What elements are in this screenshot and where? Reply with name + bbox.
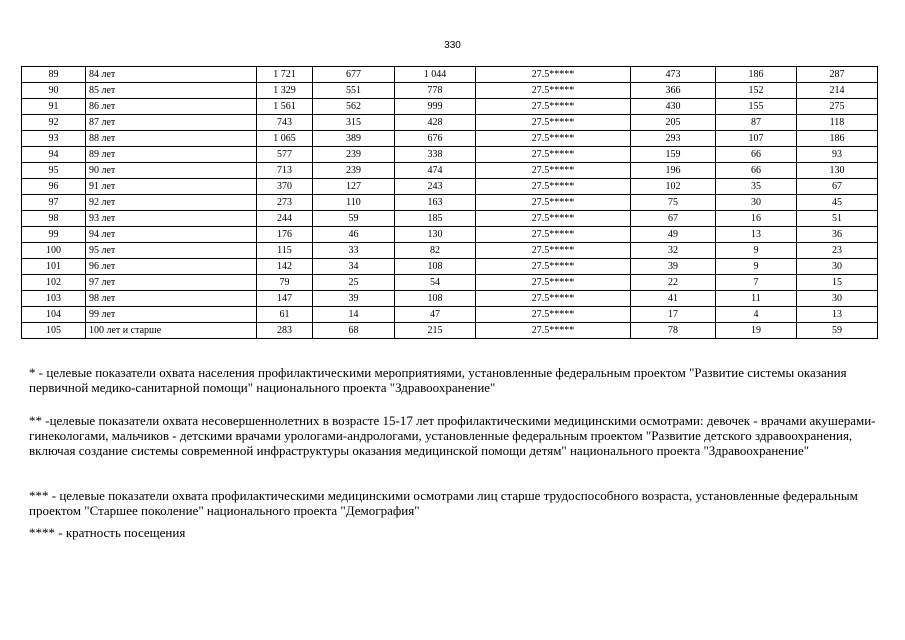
table-cell: 215 [395, 323, 476, 339]
table-cell: 93 [22, 131, 86, 147]
table-cell: 118 [797, 115, 878, 131]
table-cell: 23 [797, 243, 878, 259]
table-cell: 473 [631, 67, 716, 83]
table-cell: 185 [395, 211, 476, 227]
footnote-3-text: *** - целевые показатели охвата профилактическими медицинскими осмотрами лиц старше трудоспособного возраста, установленные федеральным проектом "Старшее поколение" национального проекта "Демография" [29, 488, 858, 518]
footnote-3 [29, 488, 877, 518]
table-cell: 46 [313, 227, 395, 243]
table-body [22, 67, 878, 339]
table-cell: 186 [716, 67, 797, 83]
table-cell: 93 [797, 147, 878, 163]
table-cell: 1 561 [257, 99, 313, 115]
table-cell: 79 [257, 275, 313, 291]
table-cell: 33 [313, 243, 395, 259]
table-cell: 27.5***** [476, 131, 631, 147]
table-cell: 107 [716, 131, 797, 147]
table-cell: 1 044 [395, 67, 476, 83]
table-cell: 36 [797, 227, 878, 243]
table-cell: 78 [631, 323, 716, 339]
table-cell: 283 [257, 323, 313, 339]
table-cell: 45 [797, 195, 878, 211]
table-cell: 428 [395, 115, 476, 131]
table-cell: 16 [716, 211, 797, 227]
table-cell: 17 [631, 307, 716, 323]
table-cell: 778 [395, 83, 476, 99]
table-cell: 101 [22, 259, 86, 275]
table-cell: 92 лет [86, 195, 257, 211]
table-cell: 287 [797, 67, 878, 83]
table-cell: 4 [716, 307, 797, 323]
table-cell: 130 [395, 227, 476, 243]
table-cell: 89 [22, 67, 86, 83]
table-cell: 239 [313, 163, 395, 179]
table-cell: 89 лет [86, 147, 257, 163]
table-cell: 67 [631, 211, 716, 227]
table-cell: 100 лет и старше [86, 323, 257, 339]
table-cell: 430 [631, 99, 716, 115]
table-cell: 108 [395, 291, 476, 307]
table-cell: 205 [631, 115, 716, 131]
table-cell: 30 [797, 291, 878, 307]
table-cell: 96 [22, 179, 86, 195]
table-cell: 239 [313, 147, 395, 163]
table-cell: 30 [716, 195, 797, 211]
table-cell: 676 [395, 131, 476, 147]
table-row [22, 275, 878, 291]
table-cell: 67 [797, 179, 878, 195]
footnote-1 [29, 365, 877, 395]
table-cell: 86 лет [86, 99, 257, 115]
table-cell: 27.5***** [476, 115, 631, 131]
table-cell: 999 [395, 99, 476, 115]
table-cell: 93 лет [86, 211, 257, 227]
table-cell: 54 [395, 275, 476, 291]
table-cell: 102 [631, 179, 716, 195]
table-row [22, 211, 878, 227]
table-cell: 19 [716, 323, 797, 339]
table-cell: 95 лет [86, 243, 257, 259]
table-cell: 98 лет [86, 291, 257, 307]
table-cell: 13 [797, 307, 878, 323]
table-cell: 49 [631, 227, 716, 243]
table-cell: 152 [716, 83, 797, 99]
table-cell: 27.5***** [476, 83, 631, 99]
table-cell: 59 [313, 211, 395, 227]
table-cell: 243 [395, 179, 476, 195]
table-cell: 94 лет [86, 227, 257, 243]
table-cell: 110 [313, 195, 395, 211]
table-cell: 155 [716, 99, 797, 115]
table-cell: 474 [395, 163, 476, 179]
table-cell: 32 [631, 243, 716, 259]
table-cell: 176 [257, 227, 313, 243]
table-cell: 244 [257, 211, 313, 227]
table-cell: 366 [631, 83, 716, 99]
table-cell: 14 [313, 307, 395, 323]
table-cell: 61 [257, 307, 313, 323]
table-row [22, 83, 878, 99]
table-cell: 68 [313, 323, 395, 339]
table-cell: 27.5***** [476, 99, 631, 115]
footnote-4-text: **** - кратность посещения [29, 525, 186, 540]
table-cell: 84 лет [86, 67, 257, 83]
table-cell: 142 [257, 259, 313, 275]
table-cell: 11 [716, 291, 797, 307]
table-row [22, 99, 878, 115]
table-cell: 7 [716, 275, 797, 291]
table-cell: 163 [395, 195, 476, 211]
table-cell: 108 [395, 259, 476, 275]
table-cell: 159 [631, 147, 716, 163]
table-cell: 41 [631, 291, 716, 307]
footnote-4 [29, 525, 877, 540]
table-cell: 104 [22, 307, 86, 323]
table-cell: 66 [716, 163, 797, 179]
table-cell: 95 [22, 163, 86, 179]
table-cell: 35 [716, 179, 797, 195]
table-cell: 66 [716, 147, 797, 163]
table-cell: 27.5***** [476, 163, 631, 179]
footnote-2-text: ** -целевые показатели охвата несовершеннолетних в возрасте 15-17 лет профилактическими медицинскими осмотрами: девочек - врачами акушерами-гинекологами, мальчиков - детскими врачами урологами-андрологами, установленные федеральным проектом "Развитие детского здравоохранения, включая создание системы современной инфраструктуры оказания медицинской помощи детям" национального проекта "Здравоохранение" [29, 413, 876, 458]
table-cell: 130 [797, 163, 878, 179]
footnote-2 [29, 413, 877, 458]
table-cell: 94 [22, 147, 86, 163]
table-row [22, 323, 878, 339]
table-cell: 315 [313, 115, 395, 131]
table-row [22, 179, 878, 195]
table-row [22, 67, 878, 83]
table-cell: 551 [313, 83, 395, 99]
table-cell: 27.5***** [476, 179, 631, 195]
table-row [22, 227, 878, 243]
table-cell: 51 [797, 211, 878, 227]
table-cell: 713 [257, 163, 313, 179]
table-cell: 98 [22, 211, 86, 227]
table-row [22, 307, 878, 323]
page-number: 330 [444, 40, 461, 51]
table-cell: 99 [22, 227, 86, 243]
table-cell: 147 [257, 291, 313, 307]
table-row [22, 163, 878, 179]
table-cell: 9 [716, 243, 797, 259]
table-cell: 91 лет [86, 179, 257, 195]
table-row [22, 243, 878, 259]
table-cell: 275 [797, 99, 878, 115]
table-cell: 87 [716, 115, 797, 131]
table-cell: 9 [716, 259, 797, 275]
table-cell: 15 [797, 275, 878, 291]
table-cell: 39 [313, 291, 395, 307]
table-cell: 30 [797, 259, 878, 275]
table-cell: 196 [631, 163, 716, 179]
table-cell: 562 [313, 99, 395, 115]
table-cell: 27.5***** [476, 275, 631, 291]
table-cell: 75 [631, 195, 716, 211]
table-cell: 100 [22, 243, 86, 259]
table-cell: 99 лет [86, 307, 257, 323]
table-cell: 34 [313, 259, 395, 275]
table-cell: 27.5***** [476, 67, 631, 83]
data-table [21, 66, 878, 339]
table-cell: 27.5***** [476, 323, 631, 339]
table-cell: 743 [257, 115, 313, 131]
table-row [22, 147, 878, 163]
table-cell: 97 лет [86, 275, 257, 291]
table-cell: 25 [313, 275, 395, 291]
table-cell: 92 [22, 115, 86, 131]
table-cell: 115 [257, 243, 313, 259]
footnote-1-text: * - целевые показатели охвата населения профилактическими мероприятиями, установленные федеральным проектом "Развитие системы оказания первичной медико-санитарной помощи" национального проекта "Здравоохранение" [29, 365, 847, 395]
table-cell: 27.5***** [476, 211, 631, 227]
table-cell: 127 [313, 179, 395, 195]
table-cell: 82 [395, 243, 476, 259]
table-row [22, 291, 878, 307]
table-cell: 27.5***** [476, 147, 631, 163]
table-cell: 1 721 [257, 67, 313, 83]
table-row [22, 259, 878, 275]
table-row [22, 195, 878, 211]
table-cell: 27.5***** [476, 195, 631, 211]
table-cell: 85 лет [86, 83, 257, 99]
table-cell: 677 [313, 67, 395, 83]
table-cell: 91 [22, 99, 86, 115]
table-cell: 59 [797, 323, 878, 339]
table-cell: 577 [257, 147, 313, 163]
table-cell: 103 [22, 291, 86, 307]
table-cell: 370 [257, 179, 313, 195]
table-cell: 27.5***** [476, 291, 631, 307]
table-cell: 47 [395, 307, 476, 323]
table-cell: 338 [395, 147, 476, 163]
table-cell: 22 [631, 275, 716, 291]
table-cell: 27.5***** [476, 307, 631, 323]
table-cell: 1 329 [257, 83, 313, 99]
table-cell: 27.5***** [476, 243, 631, 259]
table-cell: 389 [313, 131, 395, 147]
table-row [22, 115, 878, 131]
table-cell: 88 лет [86, 131, 257, 147]
table-cell: 105 [22, 323, 86, 339]
table-cell: 273 [257, 195, 313, 211]
table-cell: 96 лет [86, 259, 257, 275]
table-cell: 97 [22, 195, 86, 211]
table-cell: 214 [797, 83, 878, 99]
table-cell: 13 [716, 227, 797, 243]
table-cell: 1 065 [257, 131, 313, 147]
table-row [22, 131, 878, 147]
table-cell: 293 [631, 131, 716, 147]
table-cell: 27.5***** [476, 259, 631, 275]
table-cell: 87 лет [86, 115, 257, 131]
table-cell: 102 [22, 275, 86, 291]
table-cell: 39 [631, 259, 716, 275]
table-cell: 90 [22, 83, 86, 99]
table-cell: 186 [797, 131, 878, 147]
table-cell: 27.5***** [476, 227, 631, 243]
table-cell: 90 лет [86, 163, 257, 179]
